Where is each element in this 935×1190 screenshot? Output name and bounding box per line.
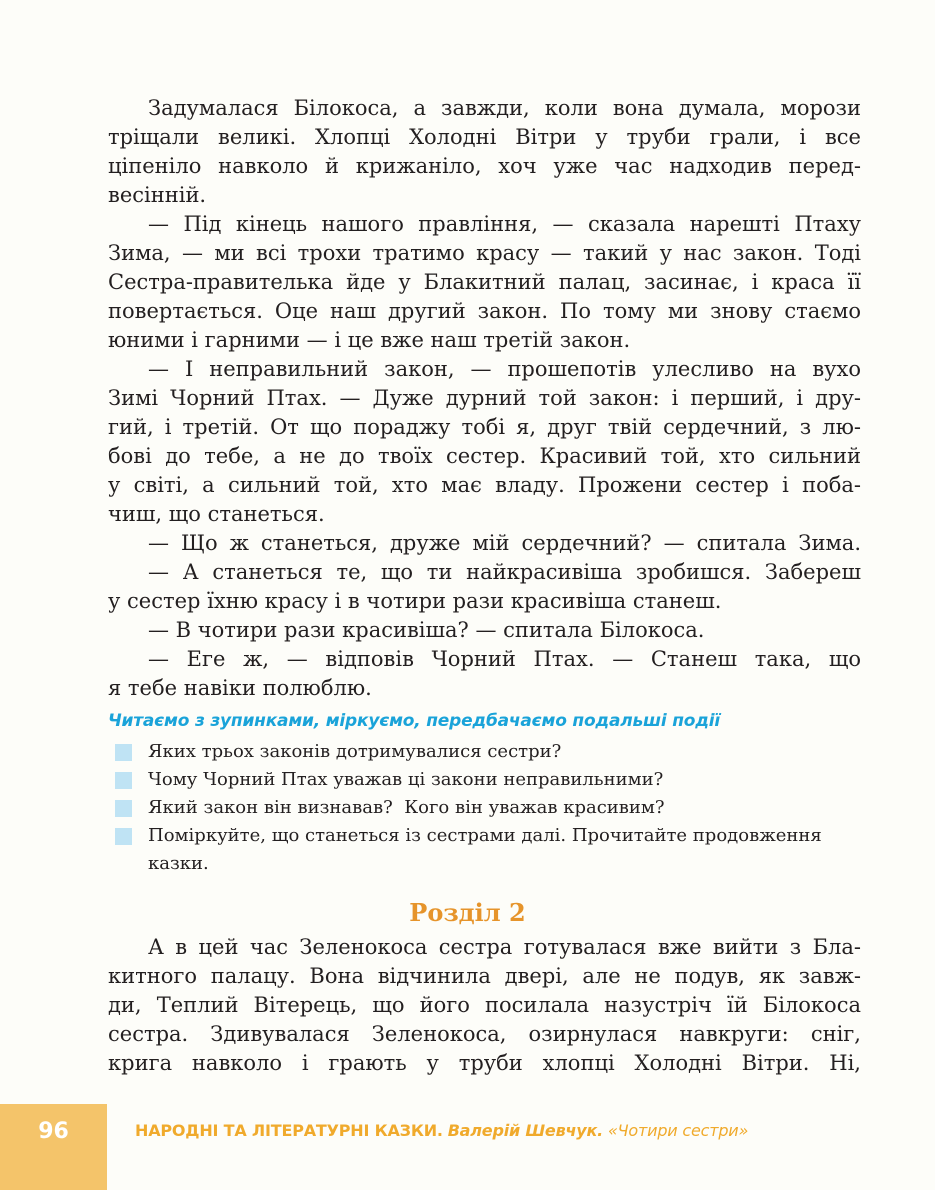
paragraph-line: китного палацу. Вона відчинила двері, але не подув, як завж- [108, 964, 861, 988]
section-title: Розділ 2 [409, 898, 526, 927]
square-bullet-icon [115, 772, 132, 789]
story-text-top [108, 94, 861, 703]
paragraph-line: Задумалася Білокоса, а завжди, коли вона думала, морози [148, 96, 861, 120]
paragraph-line: ди, Теплий Вітерець, що його посилала назустріч їй Білокоса [108, 993, 861, 1017]
question-item-continued [115, 850, 875, 878]
paragraph-line: — Еге ж, — відповів Чорний Птах. — Станеш така, що [148, 647, 861, 671]
question-item [115, 738, 875, 766]
paragraph-line: ціпеніло навколо й крижаніло, хоч уже час надходив перед- [108, 154, 861, 178]
paragraph-line: гий, і третій. От що пораджу тобі я, друг твій сердечний, з лю- [108, 415, 861, 439]
page-number-tab [0, 1104, 107, 1190]
paragraph-line: Сестра-правителька йде у Блакитний палац, засинає, і краса її [108, 270, 861, 294]
paragraph-line: юними і гарними — і це вже наш третій закон. [108, 328, 631, 352]
paragraph-line: повертається. Оце наш другий закон. По тому ми знову стаємо [108, 299, 861, 323]
paragraph-line: — А станеться те, що ти найкрасивіша зробишся. Забереш [148, 560, 861, 584]
paragraph-line: бові до тебе, а не до твоїх сестер. Красивий той, хто сильний [108, 444, 861, 468]
paragraph-line: у світі, а сильний той, хто має владу. Прожени сестер і поба- [108, 473, 861, 497]
paragraph-line: А в цей час Зеленокоса сестра готувалася вже вийти з Бла- [148, 935, 861, 959]
question-text: казки. [148, 853, 209, 874]
paragraph-line: сестра. Здивувалася Зеленокоса, озирнулася навкруги: сніг, [108, 1022, 861, 1046]
paragraph-line: — І неправильний закон, — прошепотів улесливо на вухо [148, 357, 861, 381]
questions-heading: Читаємо з зупинками, міркуємо, передбачаємо подальші події [108, 711, 721, 731]
paragraph-line: чиш, що станеться. [108, 502, 325, 526]
paragraph-line: — Під кінець нашого правління, — сказала нарешті Птаху [148, 212, 861, 236]
footer-section: НАРОДНІ ТА ЛІТЕРАТУРНІ КАЗКИ. [135, 1121, 443, 1140]
paragraph-line: крига навколо і грають у труби хлопці Холодні Вітри. Ні, [108, 1051, 861, 1075]
paragraph-line: — В чотири рази красивіша? — спитала Білокоса. [148, 618, 705, 642]
paragraph-line: у сестер їхню красу і в чотири рази красивіша станеш. [108, 589, 722, 613]
question-item [115, 822, 875, 850]
question-item [115, 794, 875, 822]
square-bullet-icon [115, 744, 132, 761]
running-footer [135, 1121, 748, 1140]
paragraph-line: весінній. [108, 183, 207, 207]
page-number: 96 [38, 1119, 69, 1144]
question-text: Поміркуйте, що станеться із сестрами далі. Прочитайте продовження [148, 825, 822, 846]
question-item [115, 766, 875, 794]
question-text: Яких трьох законів дотримувалися сестри? [148, 741, 562, 762]
footer-author: Валерій Шевчук. [447, 1121, 604, 1140]
paragraph-line: — Що ж станеться, друже мій сердечний? — спитала Зима. [148, 531, 861, 555]
square-bullet-icon [115, 800, 132, 817]
paragraph-line: тріщали великі. Хлопці Холодні Вітри у труби грали, і все [108, 125, 861, 149]
paragraph-line: я тебе навіки полюблю. [108, 676, 372, 700]
story-text-bottom [108, 933, 861, 1078]
questions-list [115, 738, 875, 878]
footer-work-title: «Чотири сестри» [607, 1121, 749, 1140]
paragraph-line: Зимі Чорний Птах. — Дуже дурний той закон: і перший, і дру- [108, 386, 861, 410]
square-bullet-icon [115, 828, 132, 845]
question-text: Чому Чорний Птах уважав ці закони неправильними? [148, 769, 664, 790]
question-text: Який закон він визнавав? Кого він уважав красивим? [148, 797, 665, 818]
paragraph-line: Зима, — ми всі трохи тратимо красу — такий у нас закон. Тоді [108, 241, 861, 265]
